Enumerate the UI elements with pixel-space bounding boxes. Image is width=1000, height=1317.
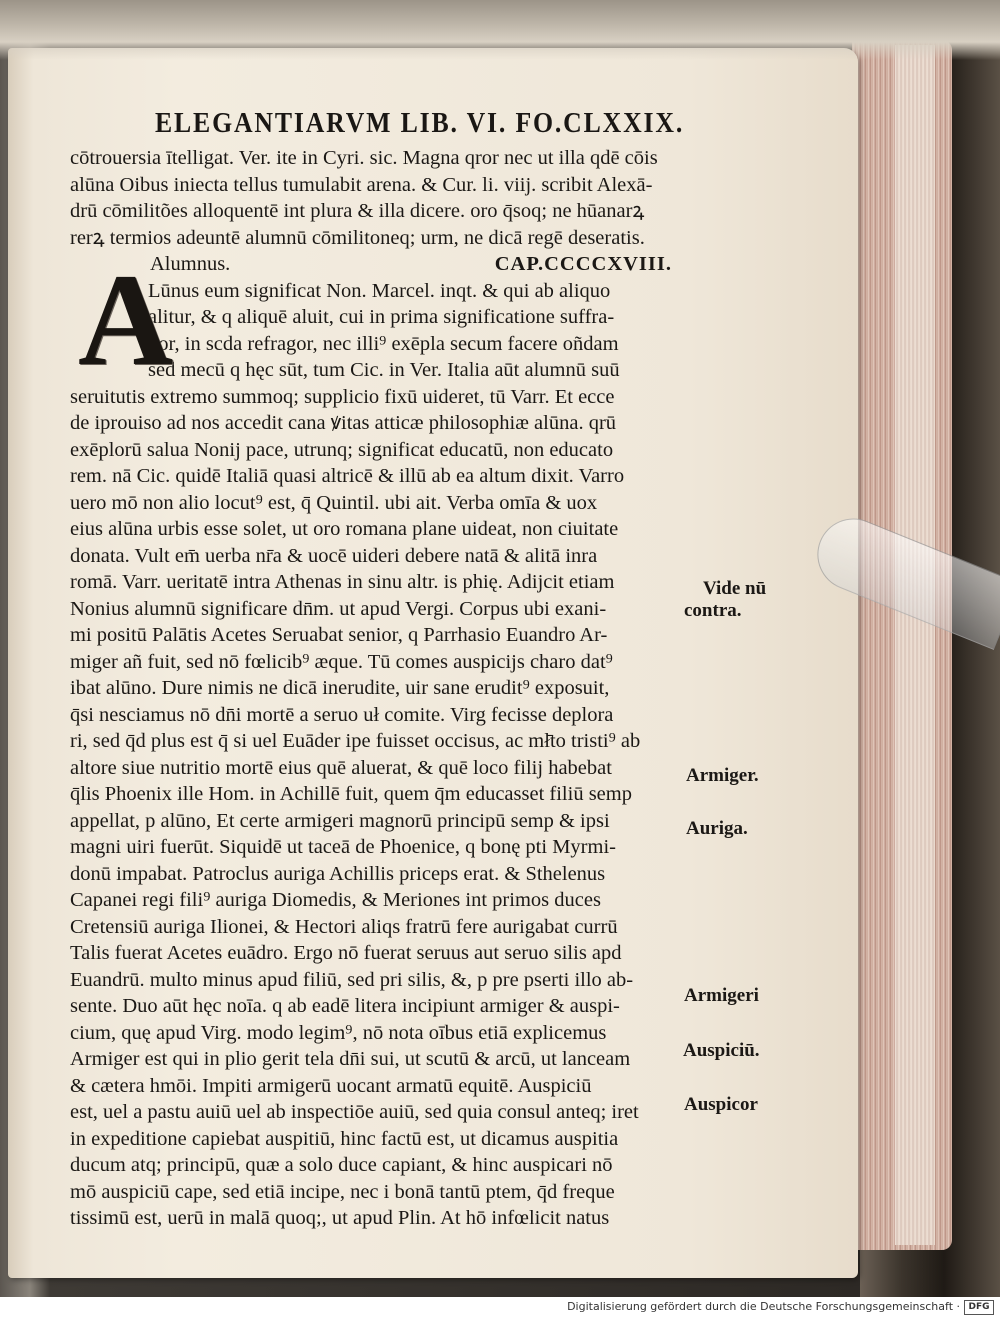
text-line: in expeditione capiebat auspitiū, hinc factū est, ut dicamus auspitia [70,1127,619,1150]
text-line: alūna Oibus iniecta tellus tumulabit arena. & Cur. li. viij. scribit Alexā- [70,173,653,196]
text-line: magni uiri fuerūt. Siquidē ut taceā de Phoenice, q bonę pti Myrmi- [70,836,616,858]
text-line: & cætera hmōi. Impiti armigerū uocant armatū equitē. Auspiciū [70,1074,592,1097]
text-line: mō auspiciū cape, sed etiā incipe, nec i bonā tantū ptem, q̄d freque [70,1180,615,1203]
text-line: appellat, p alūno, Et certe armigeri magnorū principū semp & ipsi [70,809,610,832]
chapter-title: Alumnus. [150,253,231,275]
text-line: miger añ fuit, sed nō fœlicib⁹ æque. Tū comes auspicijs charo dat⁹ [70,650,613,673]
text-line: cōtrouersia ītelligat. Ver. ite in Cyri. sic. Magna qror nec ut illa qdē cōis [70,147,658,169]
text-line: drū cōmilitões alloquentē int plura & illa dicere. oro q̄soq; ne hūanarꝝ [70,200,645,222]
chapter-number: CAP.CCCCXVIII. [494,253,672,275]
top-page-edge [0,0,1000,60]
text-line: ri, sed q̄d plus est q̄ si uel Euāder ipe fuisset occisus, ac mł̄to tristi⁹ ab [70,730,641,752]
text-line: Lūnus eum significat Non. Marcel. inqt. & qui ab aliquo [148,279,611,302]
page-stack-inner [895,45,935,1245]
text-line: Capanei regi fili⁹ auriga Diomedis, & Meriones int primos duces [70,889,601,911]
text-line: Cretensiū auriga Ilionei, & Hectori aliqs fratrū fere aurigabat currū [70,915,618,938]
text-line: rerꝝ termios adeuntē alumnū cōmilitoneq; urm, ne dicā regē deseratis. [70,226,645,249]
text-line: exēplorū salua Nonij pace, utrunq; significat educatū, non educato [70,438,614,461]
text-line: est, uel a pastu auiū uel ab inspectiōe auiū, sed quia consul anteq; iret [70,1101,639,1123]
text-line: sente. Duo aūt hęc noīa. q ab eadē litera incipiunt armiger & auspi- [70,995,620,1017]
text-line: alitur, & q aliquē aluit, cui in prima significatione suffra- [148,306,615,328]
margin-note-armiger: Armiger. [686,765,759,786]
text-line: uero mō non alio locut⁹ est, q̄ Quintil. ubi ait. Verba omīa & uox [70,491,598,514]
margin-note-auspiciu: Auspiciū. [683,1040,760,1061]
text-line: gor, in scda refragor, nec illi⁹ exēpla secum facere oñdam [148,332,619,355]
text-line: donata. Vult em̄ uerba nr̄a & uocē uideri debere natā & alitā inra [70,544,598,567]
dfg-logo: DFG [964,1300,994,1315]
text-line: ducum atq; principū, quæ a solo duce capiant, & hinc auspicari nō [70,1154,613,1176]
text-line: Armiger est qui in plio gerit tela dn̄i sui, ut scutū & arcū, ut lanceam [70,1048,631,1070]
text-line: q̄si nesciamus nō dn̄i mortē a seruo uł comite. Virg fecisse deplora [70,703,614,726]
text-line: Euandrū. multo minus apud filiū, sed pri silis, &, p pre pserti illo ab- [70,968,634,991]
text-line: donū impabat. Patroclus auriga Achillis priceps erat. & Sthelenus [70,862,606,885]
text-line: Nonius alumnū significare dn̄m. ut apud Vergi. Corpus ubi exani- [70,597,607,620]
footer-credit: Digitalisierung gefördert durch die Deutsche Forschungsgemeinschaft · [567,1300,960,1313]
margin-note-contra: contra. [684,600,742,621]
text-line: sed mecū q hęc sūt, tum Cic. in Ver. Italia aūt alumnū suū [148,359,620,381]
running-head: ELEGANTIARVM LIB. VI. FO.CLXXIX. [155,108,685,139]
text-line: Talis fuerat Acetes euādro. Ergo nō fuerat seruus aut seruo silis apd [70,942,622,964]
text-line: ibat alūno. Dure nimis ne dicā inerudite, uir sane erudit⁹ exposuit, [70,677,610,699]
text-line: seruitutis extremo summoq; supplicio fixū uideret, tū Varr. Et ecce [70,385,615,408]
text-line: romā. Varr. ueritatē intra Athenas in sinu altr. is phię. Adijcit etiam [70,571,615,593]
margin-note-auspicor: Auspicor [684,1094,758,1115]
footer-bar [0,1297,1000,1317]
text-lines-after [70,384,682,1232]
text-line: de iprouiso ad nos accedit cana ꝟitas atticæ philosophiæ alūna. qrū [70,412,617,434]
margin-note-armigeri: Armigeri [684,985,759,1006]
text-line: eius alūna urbis esse solet, ut oro romana plane uideat, non ciuitate [70,518,619,540]
text-line: rem. nā Cic. quidē Italiā quasi altricē & illū ab ea altum dixit. Varro [70,465,625,487]
text-line: altore siue nutritio mortē eius quē aluerat, & quē loco filij habebat [70,756,612,779]
text-line: tissimū est, uerū in malā quoq;, ut apud Plin. At hō infœlicit natus [70,1207,610,1229]
margin-note-vide-nu: Vide nū [703,578,767,599]
text-line: mi positū Palātis Acetes Seruabat senior, q Parrhasio Euandro Ar- [70,624,608,646]
margin-note-auriga: Auriga. [686,818,748,839]
text-line: cium, quę apud Virg. modo legim⁹, nō nota oībus etiā explicemus [70,1021,607,1044]
text-line: q̄lis Phoenix ille Hom. in Achillē fuit, quem q̄m educasset filiū semp [70,783,632,805]
drop-cap: A [78,246,174,393]
